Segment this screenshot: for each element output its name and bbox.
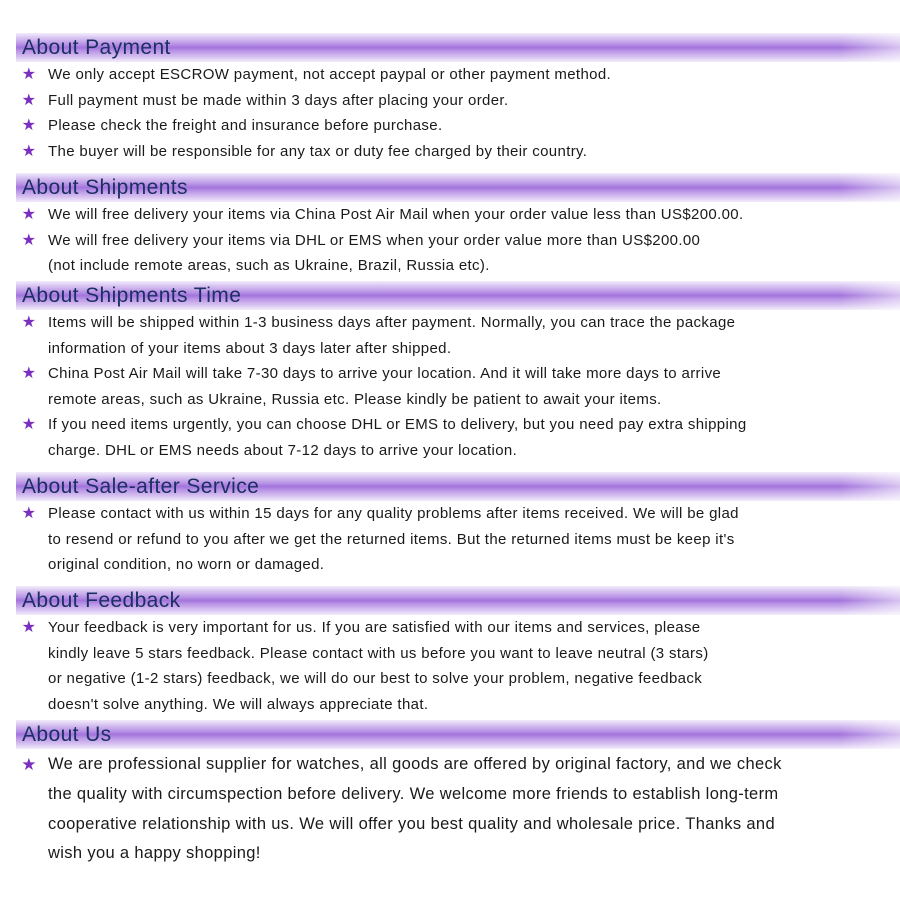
section-item-list [0,62,900,164]
text-line: We will free delivery your items via China Post Air Mail when your order value less than US$200.00. [48,206,744,223]
text-line: information of your items about 3 days later after shipped. [48,339,452,357]
section-item-list [0,615,900,717]
section-about-us [0,720,900,869]
text-line: original condition, no worn or damaged. [48,556,325,574]
section-heading-bar [16,33,900,62]
section-title: About Payment [22,36,171,59]
section-title: About Sale-after Service [22,475,260,498]
text-line: China Post Air Mail will take 7-30 days to arrive your location. And it will take more days to arrive [48,365,722,383]
list-item-text [48,310,892,361]
text-line: the quality with circumspection before delivery. We welcome more friends to establish long-term [48,784,779,803]
text-line: We are professional supplier for watches, all goods are offered by original factory, and we check [48,755,782,773]
list-item [0,139,900,165]
list-item-text [48,501,892,578]
section-heading-bar [16,173,900,202]
list-item [0,750,900,869]
section-about-payment [0,33,900,164]
star-bullet-icon: ★ [21,117,37,135]
star-bullet-icon: ★ [21,142,37,160]
text-line: wish you a happy shopping! [48,844,261,863]
text-line: remote areas, such as Ukraine, Russia etc. Please kindly be patient to await your items. [48,390,662,408]
section-heading-bar [16,281,900,310]
section-heading-bar [16,720,900,749]
section-about-feedback [0,586,900,717]
list-item-text [48,113,892,139]
text-line: or negative (1-2 stars) feedback, we will do our best to solve your problem, negative feedback [48,670,703,688]
text-line: Please check the freight and insurance before purchase. [48,117,443,135]
list-item-text [48,750,892,869]
text-line: kindly leave 5 stars feedback. Please contact with us before you want to leave neutral (3 stars) [48,644,709,662]
list-item [0,62,900,88]
text-line: charge. DHL or EMS needs about 7-12 days to arrive your location. [48,441,518,459]
list-item-text [48,361,892,412]
star-bullet-icon: ★ [21,66,37,83]
list-item [0,412,900,463]
list-item-text [48,412,892,463]
list-item-text [48,62,892,88]
list-item [0,228,900,279]
section-heading-bar [16,586,900,615]
list-item [0,615,900,717]
text-line: The buyer will be responsible for any tax or duty fee charged by their country. [48,142,588,160]
text-line: If you need items urgently, you can choose DHL or EMS to delivery, but you need pay extra shipping [48,416,747,434]
text-line: Your feedback is very important for us. If you are satisfied with our items and services, please [48,619,701,636]
list-item-text [48,615,892,717]
list-item [0,202,900,228]
star-bullet-icon: ★ [21,619,37,636]
section-title: About Shipments Time [22,284,242,307]
text-line: (not include remote areas, such as Ukraine, Brazil, Russia etc). [48,257,490,275]
section-about-sale-after-service [0,472,900,578]
list-item [0,310,900,361]
text-line: We will free delivery your items via DHL or EMS when your order value more than US$200.00 [48,231,701,249]
text-line: We only accept ESCROW payment, not accept paypal or other payment method. [48,66,612,83]
list-item-text [48,228,892,279]
section-title: About Shipments [22,176,188,199]
section-about-shipments [0,173,900,279]
text-line: doesn't solve anything. We will always appreciate that. [48,695,429,713]
star-bullet-icon: ★ [21,416,37,434]
section-item-list [0,310,900,464]
section-title: About Us [22,723,112,746]
star-bullet-icon: ★ [21,365,37,383]
star-bullet-icon: ★ [21,314,37,331]
star-bullet-icon: ★ [21,505,37,522]
section-about-shipments-time [0,281,900,464]
list-item-text [48,88,892,114]
text-line: Full payment must be made within 3 days after placing your order. [48,91,509,109]
list-item [0,501,900,578]
section-heading-bar [16,472,900,501]
list-item-text [48,202,892,228]
star-bullet-icon: ★ [21,755,37,774]
star-bullet-icon: ★ [21,206,37,223]
text-line: to resend or refund to you after we get the returned items. But the returned items must be keep it's [48,530,735,548]
list-item [0,361,900,412]
text-line: Please contact with us within 15 days for any quality problems after items received. We will be glad [48,505,739,522]
section-title: About Feedback [22,589,181,612]
list-item [0,113,900,139]
text-line: cooperative relationship with us. We will offer you best quality and wholesale price. Thanks and [48,814,775,833]
star-bullet-icon: ★ [21,91,37,109]
section-item-list [0,501,900,578]
list-item-text [48,139,892,165]
list-item [0,88,900,114]
section-item-list [0,202,900,279]
text-line: Items will be shipped within 1-3 business days after payment. Normally, you can trace the package [48,314,736,331]
section-item-list [0,749,900,869]
star-bullet-icon: ★ [21,231,37,249]
